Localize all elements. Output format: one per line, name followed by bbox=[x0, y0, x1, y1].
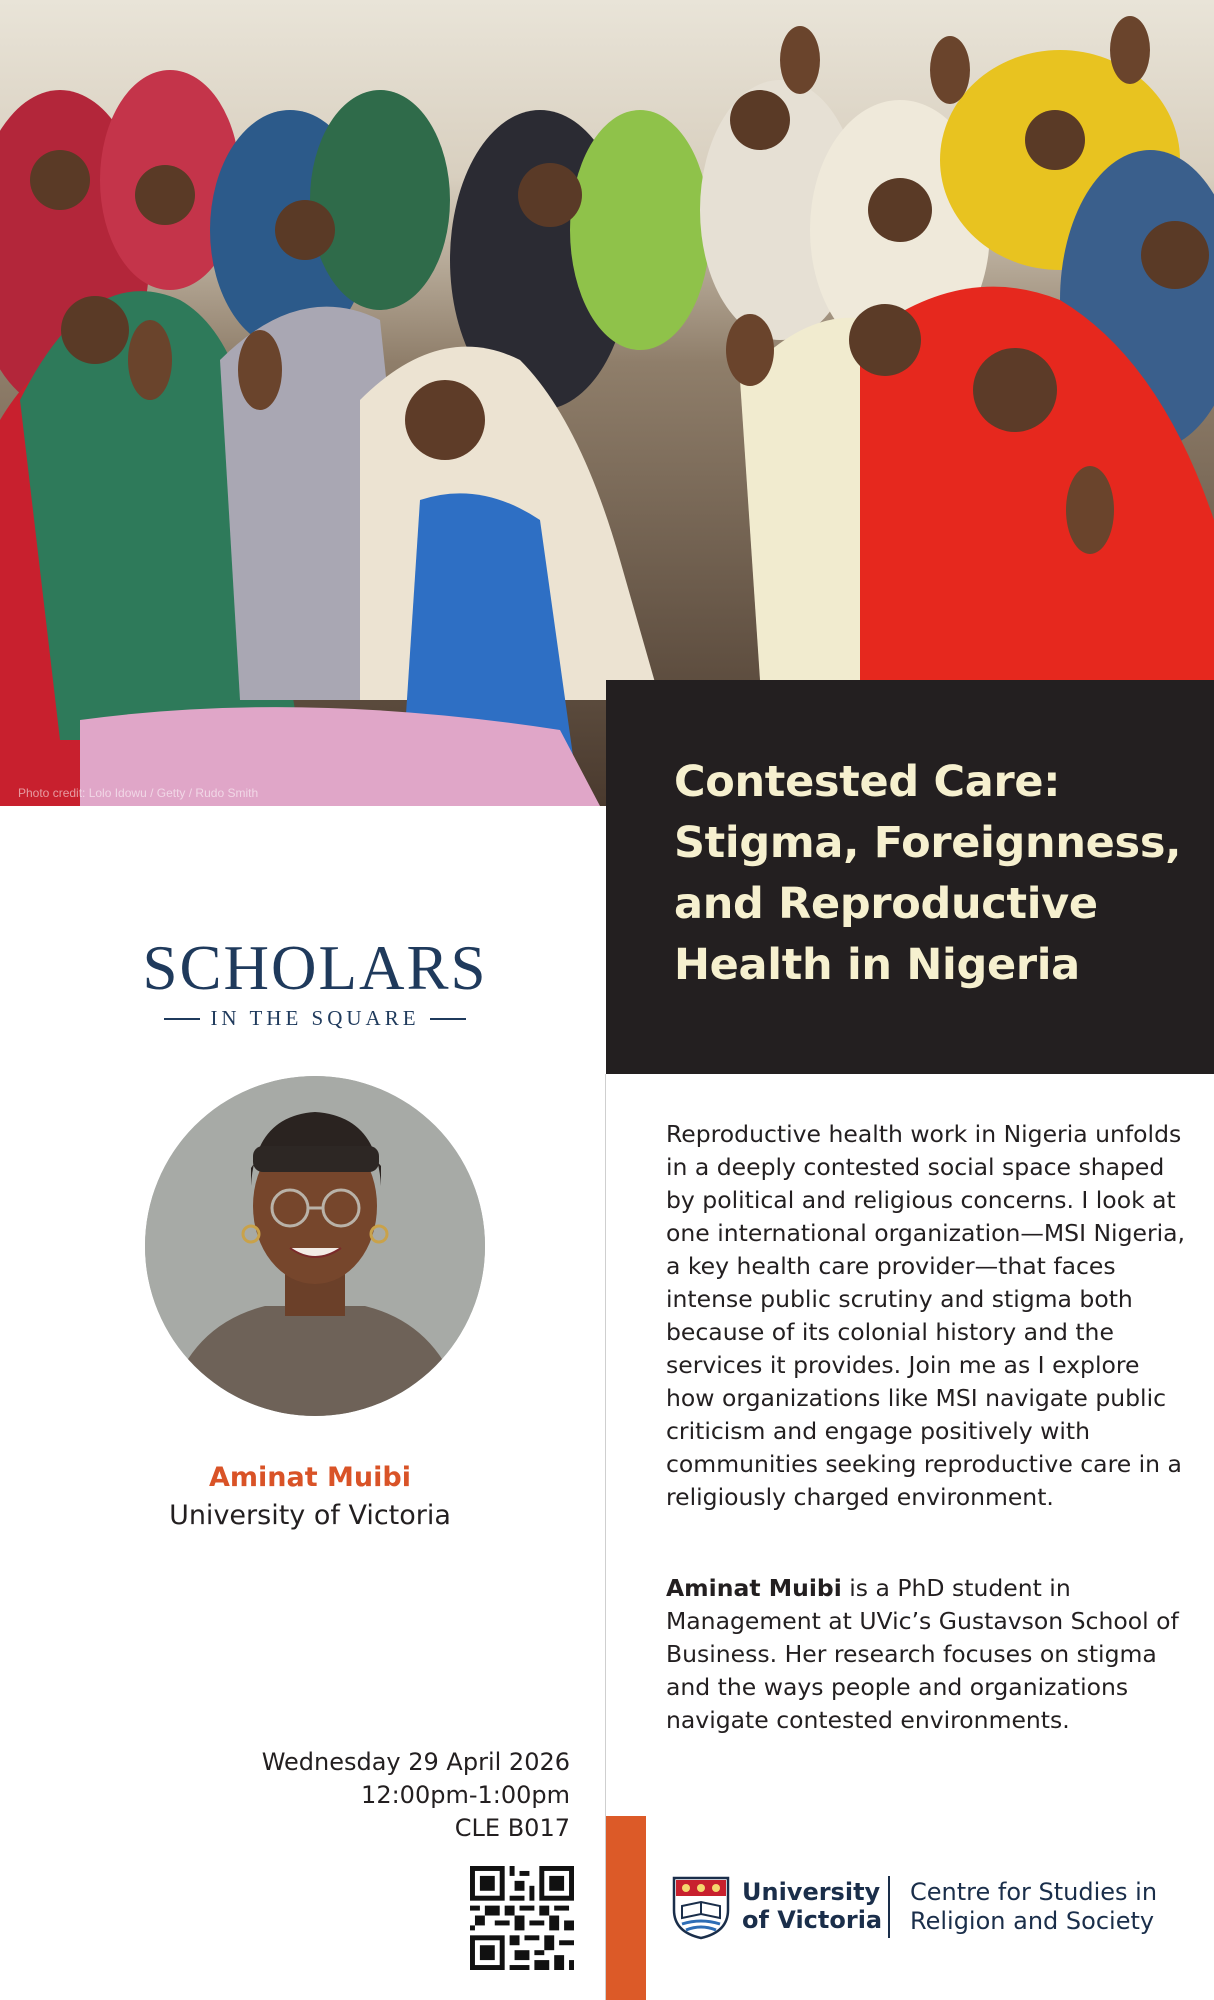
accent-bar bbox=[606, 1816, 646, 2000]
uvic-name-line1: University bbox=[742, 1878, 881, 1906]
uvic-crest-icon bbox=[672, 1876, 730, 1940]
uvic-name-line2: of Victoria bbox=[742, 1906, 883, 1934]
title-block bbox=[606, 680, 1214, 1074]
event-date: Wednesday 29 April 2026 bbox=[261, 1748, 570, 1776]
event-title: Contested Care: Stigma, Foreignness, and Reproductive Health in Nigeria bbox=[674, 757, 1182, 990]
event-time: 12:00pm-1:00pm bbox=[361, 1781, 570, 1809]
speaker-affiliation: University of Victoria bbox=[169, 1500, 451, 1531]
scholars-logo bbox=[130, 933, 500, 1031]
bio-name: Aminat Muibi bbox=[666, 1574, 842, 1602]
centre-name: Centre for Studies in Religion and Society bbox=[910, 1878, 1158, 1935]
logo-sub-line bbox=[130, 1006, 500, 1031]
logo-rule-right bbox=[430, 1018, 466, 1020]
uvic-footer-logo bbox=[672, 1872, 1192, 1942]
portrait-illustration bbox=[145, 1076, 485, 1416]
photo-credit: Photo credit: Lolo Idowu / Getty / Rudo Smith bbox=[18, 786, 259, 800]
logo-main-text: SCHOLARS bbox=[142, 933, 488, 1003]
logo-separator bbox=[888, 1876, 890, 1938]
speaker-bio bbox=[666, 1572, 1186, 1737]
logo-sub-text: IN THE SQUARE bbox=[210, 1006, 420, 1030]
logo-rule-left bbox=[164, 1018, 200, 1020]
qr-code-icon[interactable] bbox=[470, 1866, 574, 1970]
event-details bbox=[160, 1746, 570, 1845]
uvic-name bbox=[742, 1878, 882, 1934]
bio-text: is a PhD student in Management at UVic’s Gustavson School of Business. Her research focuses on stigma and the ways people and organizations navigate contested environments. bbox=[666, 1574, 1179, 1734]
speaker-portrait bbox=[145, 1076, 485, 1416]
event-location: CLE B017 bbox=[454, 1814, 570, 1842]
speaker-name: Aminat Muibi bbox=[209, 1462, 411, 1493]
abstract-text: Reproductive health work in Nigeria unfolds in a deeply contested social space shaped by political and religious concerns. I look at one international organization—MSI Nigeria, a key health care provider—that faces intense public scrutiny and stigma both because of its colonial history and the services it provides. Join me as I explore how organizations like MSI navigate public criticism and engage positively with communities seeking reproductive care in a religiously charged environment. bbox=[666, 1120, 1186, 1511]
